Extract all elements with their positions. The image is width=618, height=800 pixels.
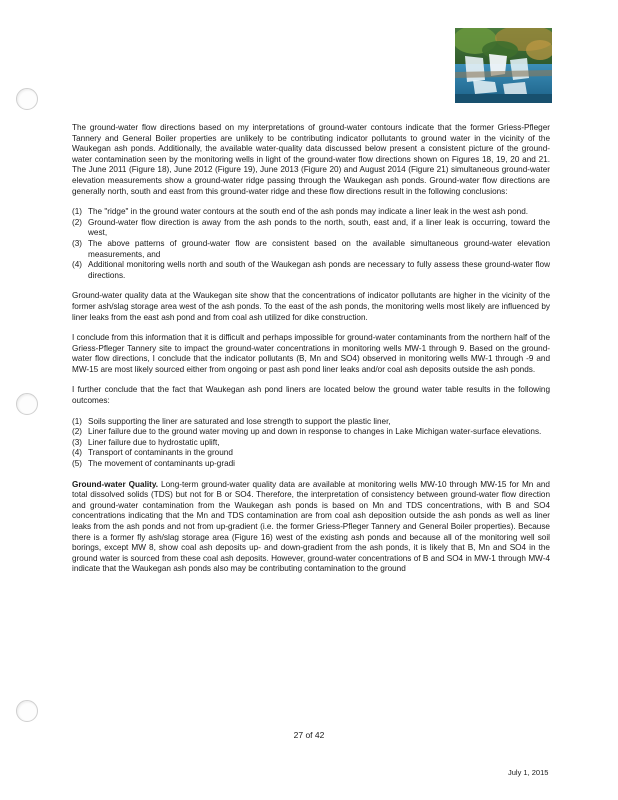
list-text: Soils supporting the liner are saturated and lose strength to support the plastic liner, [88, 416, 391, 426]
conclusions-list [72, 207, 550, 281]
waterfall-logo-svg [455, 28, 552, 103]
section-heading: Ground-water Quality. [72, 479, 159, 489]
list-item [72, 260, 550, 281]
list-item [72, 207, 550, 218]
document-body [72, 123, 550, 585]
paragraph-conclusion: I conclude from this information that it is difficult and perhaps impossible for ground-water contaminants from the northern half of the Griess-Pfleger Tannery site to impact the ground-water concentrations in monitoring wells MW-1 through 9. Based on the ground-water flow directions, I conclude that the indicator pollutants (B, Mn and SO4) observed in monitoring wells MW-1 through -9 and MW-15 are most likely sourced either from ongoing or past ash pond liner leaks and/or coal ash deposits outside the ash ponds. [72, 333, 550, 374]
list-text: Ground-water flow direction is away from the ash ponds to the north, south, east and, if a liner leak is occurring, toward the west, [88, 217, 550, 238]
list-text: The above patterns of ground-water flow are consistent based on the available simultaneous ground-water elevation measurements, and [88, 238, 550, 259]
list-number: (1) [72, 416, 83, 426]
list-text: Liner failure due to hydrostatic uplift, [88, 437, 220, 447]
list-text: Liner failure due to the ground water moving up and down in response to changes in Lake Michigan water-surface elevations. [88, 427, 542, 437]
list-item [72, 448, 550, 459]
list-number: (3) [72, 238, 83, 248]
paragraph-further-conclusion: I further conclude that the fact that Waukegan ash pond liners are located below the ground water table results in the following outcomes: [72, 385, 550, 406]
list-text: The movement of contaminants up-gradi [88, 459, 235, 469]
list-item [72, 459, 550, 470]
list-text: Transport of contaminants in the ground [88, 448, 233, 458]
list-item [72, 239, 550, 260]
paragraph-groundwater-quality [72, 480, 550, 575]
list-number: (2) [72, 427, 83, 437]
list-number: (3) [72, 437, 83, 447]
list-number: (4) [72, 448, 83, 458]
section-text: Long-term ground-water quality data are available at monitoring wells MW-10 through MW-15 for Mn and total dissolved solids (TDS) but not for B or SO4. Therefore, the interpretation of consistency between ground-water flow direction and ground-water contamination from the Waukegan ash ponds is based on Mn and TDS concentrations, with B and SO4 concentrations indicating that the Mn and TDS contamination are from coal ash deposition outside the ash ponds as well as liner leaks from the ash ponds and not from up-gradient (i.e. the former Griess-Pfleger Tannery and General Boiler properties). Because there is a former fly ash/slag storage area (Figure 16) west of the existing ash ponds and because all of the monitoring well soil borings, except MW 8, show coal ash deposits up- and down-gradient from the ash ponds, it is likely that B, Mn and SO4 in the ground water is sourced from these coal ash deposits. However, ground-water concentrations of B and SO4 in MW-1 through MW-4 indicate that the Waukegan ash ponds also may be contributing contamination to the ground [72, 479, 550, 574]
list-number: (4) [72, 260, 83, 270]
list-text: The "ridge" in the ground water contours at the south end of the ash ponds may indicate a liner leak in the west ash pond. [88, 207, 529, 217]
list-text: Additional monitoring wells north and south of the Waukegan ash ponds are necessary to fully assess these ground-water flow directions. [88, 260, 550, 280]
list-number: (5) [72, 459, 83, 469]
waterfall-logo-image [455, 28, 552, 103]
list-item [72, 427, 550, 438]
paragraph-flow-directions: The ground-water flow directions based on my interpretations of ground-water contours indicate that the former Griess-Pfleger Tannery and General Boiler properties are unlikely to be contributing indicator pollutants to ground water in the vicinity of the Waukegan ash ponds. Additionally, the available water-quality data discussed below present a consistent picture of the ground-water contamination seen by the monitoring wells in light of the ground-water flow directions shown on Figures 18, 19, 20 and 21. The June 2011 (Figure 18), June 2012 (Figure 19), June 2013 (Figure 20) and August 2014 (Figure 21) simultaneous ground-water elevation measurements show a ground-water ridge passing through the Waukegan ash ponds. Ground-water flow directions are generally north, south and east from this ground-water ridge and these flow directions result in the following conclusions: [72, 123, 550, 196]
list-item [72, 438, 550, 449]
punch-hole-middle [16, 393, 38, 415]
paragraph-water-quality: Ground-water quality data at the Waukegan site show that the concentrations of indicator pollutants are higher in the vicinity of the former ash/slag storage area west of the ash ponds. To the east of the ash ponds, the monitoring wells most likely are influenced by liner leaks from the east ash pond and from coal ash utilized for dike construction. [72, 291, 550, 322]
list-item [72, 218, 550, 239]
punch-hole-bottom [16, 700, 38, 722]
list-number: (2) [72, 217, 83, 227]
list-number: (1) [72, 207, 83, 217]
footer-date: July 1, 2015 [508, 768, 549, 777]
punch-hole-top [16, 88, 38, 110]
list-item [72, 417, 550, 428]
outcomes-list [72, 417, 550, 470]
page-number: 27 of 42 [293, 730, 325, 740]
